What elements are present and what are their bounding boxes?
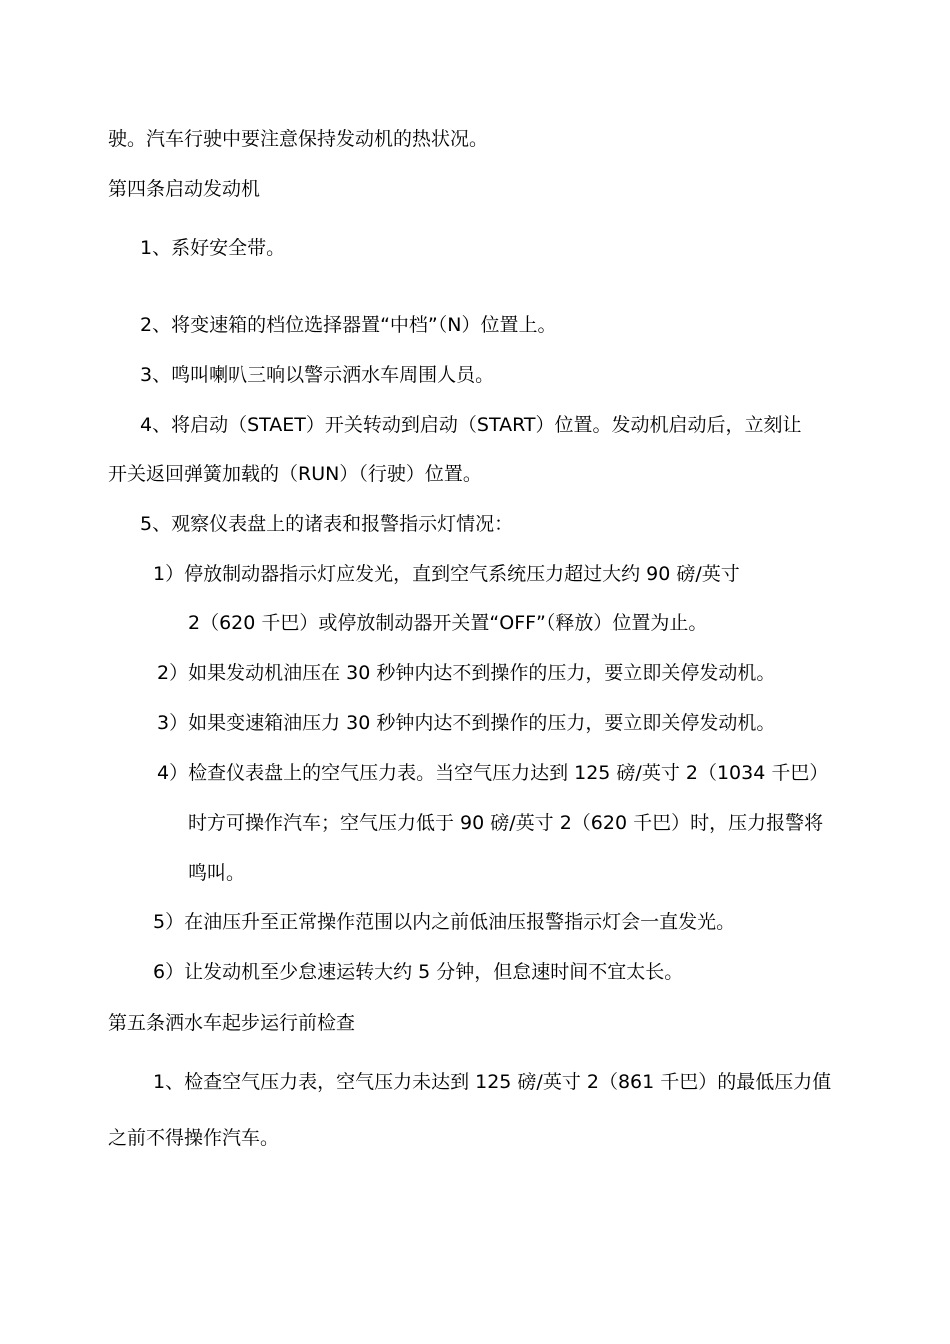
sub-list-item: 4）检查仪表盘上的空气压力表。当空气压力达到 125 磅/英寸 2（1034 千巴） [157,762,829,784]
section-heading: 第四条启动发动机 [108,178,261,200]
sub-list-continuation: 鸣叫。 [188,862,246,884]
section-heading: 第五条洒水车起步运行前检查 [108,1012,356,1034]
list-item: 5、观察仪表盘上的诸表和报警指示灯情况： [140,513,514,535]
sub-list-item: 3）如果变速箱油压力 30 秒钟内达不到操作的压力，要立即关停发动机。 [157,712,776,734]
sub-list-continuation: 时方可操作汽车；空气压力低于 90 磅/英寸 2（620 千巴）时，压力报警将 [188,812,824,834]
sub-list-item: 2）如果发动机油压在 30 秒钟内达不到操作的压力，要立即关停发动机。 [157,662,776,684]
paragraph-line: 开关返回弹簧加载的（RUN）（行驶）位置。 [108,463,482,485]
list-item: 2、将变速箱的档位选择器置“中档”（N）位置上。 [140,314,557,336]
sub-list-item: 5）在油压升至正常操作范围以内之前低油压报警指示灯会一直发光。 [153,911,736,933]
list-item: 1、检查空气压力表，空气压力未达到 125 磅/英寸 2（861 千巴）的最低压力值 [153,1071,832,1093]
paragraph-line: 驶。汽车行驶中要注意保持发动机的热状况。 [108,128,489,150]
sub-list-item: 6）让发动机至少怠速运转大约 5 分钟，但怠速时间不宜太长。 [153,961,684,983]
sub-list-item: 1）停放制动器指示灯应发光，直到空气系统压力超过大约 90 磅/英寸 [153,563,740,585]
sub-list-continuation: 2（620 千巴）或停放制动器开关置“OFF”（释放）位置为止。 [188,612,708,634]
list-item: 4、将启动（STAET）开关转动到启动（START）位置。发动机启动后，立刻让 [140,414,802,436]
paragraph-line: 之前不得操作汽车。 [108,1127,280,1149]
list-item: 3、鸣叫喇叭三响以警示洒水车周围人员。 [140,364,495,386]
list-item: 1、系好安全带。 [140,237,286,259]
